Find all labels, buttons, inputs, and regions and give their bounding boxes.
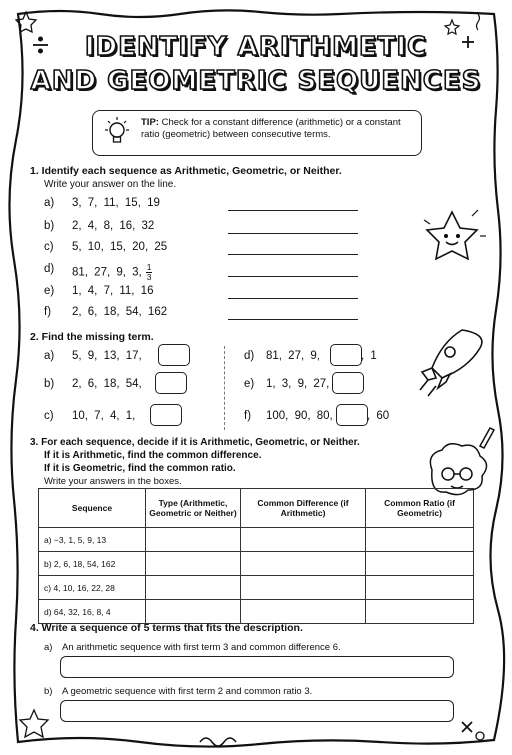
sequence-cell: b) 2, 6, 18, 54, 162 xyxy=(39,552,146,576)
q2-divider xyxy=(224,346,225,430)
sequence-cell: a) −3, 1, 5, 9, 13 xyxy=(39,528,146,552)
q2-letter: a) xyxy=(44,350,55,362)
q1-letter: b) xyxy=(44,220,55,232)
q1-sequence: 1, 4, 7, 11, 16 xyxy=(72,285,154,297)
table-row xyxy=(39,528,474,552)
q1-sequence: 5, 10, 15, 20, 25 xyxy=(72,241,168,253)
q2-letter: b) xyxy=(44,378,55,390)
difference-cell[interactable] xyxy=(241,600,366,624)
ratio-cell[interactable] xyxy=(366,552,474,576)
q1-answer-line[interactable] xyxy=(228,319,358,320)
star-doodle-icon xyxy=(20,710,48,737)
q2-letter: d) xyxy=(244,350,255,362)
ratio-cell[interactable] xyxy=(366,576,474,600)
sequence-cell: c) 4, 10, 16, 22, 28 xyxy=(39,576,146,600)
q4-letter: a) xyxy=(44,642,53,653)
q2-sequence: 1, 3, 9, 27, xyxy=(266,378,330,390)
q1-sequence: 2, 6, 18, 54, 162 xyxy=(72,306,168,318)
type-cell[interactable] xyxy=(146,600,241,624)
q2-letter: e) xyxy=(244,378,255,390)
q1-answer-line[interactable] xyxy=(228,233,358,234)
q1-answer-line[interactable] xyxy=(228,298,358,299)
type-cell[interactable] xyxy=(146,576,241,600)
table-row xyxy=(39,576,474,600)
table-row xyxy=(39,600,474,624)
tip-text xyxy=(141,117,417,141)
q1-answer-line[interactable] xyxy=(228,210,358,211)
q1-letter: a) xyxy=(44,197,55,209)
sequence-cell: d) 64, 32, 16, 8, 4 xyxy=(39,600,146,624)
q4-answer-box[interactable] xyxy=(60,700,454,722)
type-cell[interactable] xyxy=(146,552,241,576)
difference-cell[interactable] xyxy=(241,576,366,600)
page-title-line-2: AND GEOMETRIC SEQUENCES xyxy=(30,66,482,96)
q2-heading: 2. Find the missing term. xyxy=(30,331,154,343)
q2-answer-box[interactable] xyxy=(155,372,187,394)
q3-subheading: If it is Geometric, find the common ratio. xyxy=(44,463,236,474)
tip-body: Check for a constant difference (arithmetic) or a constant ratio (geometric) between consecutive terms. xyxy=(141,117,401,140)
fraction-numerator: 1 xyxy=(146,262,152,272)
page-title-line-1: IDENTIFY ARITHMETIC xyxy=(84,32,428,62)
q2-letter: c) xyxy=(44,410,54,422)
q1-heading: 1. Identify each sequence as Arithmetic, Geometric, or Neither. xyxy=(30,165,342,177)
type-cell[interactable] xyxy=(146,528,241,552)
smiling-star-icon xyxy=(427,212,477,259)
q2-answer-box[interactable] xyxy=(332,372,364,394)
rocket-icon xyxy=(420,330,482,396)
fraction xyxy=(146,263,153,282)
q4-letter: b) xyxy=(44,686,53,697)
q4-description: An arithmetic sequence with first term 3 and common difference 6. xyxy=(62,642,341,653)
q3-table xyxy=(38,488,474,624)
lightbulb-icon xyxy=(101,115,133,149)
q2-sequence: 81, 27, 9, xyxy=(266,350,320,362)
q3-heading: 3. For each sequence, decide if it is Arithmetic, Geometric, or Neither. xyxy=(30,437,360,448)
q1-sequence: 3, 7, 11, 15, 19 xyxy=(72,197,160,209)
column-header: Common Ratio (if Geometric) xyxy=(366,489,474,528)
squiggle-doodle-icon xyxy=(200,738,236,746)
q1-sequence xyxy=(72,263,152,282)
q1-answer-line[interactable] xyxy=(228,254,358,255)
q2-after-text: , 1 xyxy=(361,350,377,362)
q2-after-text: , 60 xyxy=(367,410,390,422)
q1-letter: e) xyxy=(44,285,55,297)
q4-answer-box[interactable] xyxy=(60,656,454,678)
ratio-cell[interactable] xyxy=(366,600,474,624)
q2-sequence: 2, 6, 18, 54, xyxy=(72,378,142,390)
q1-letter: f) xyxy=(44,306,52,318)
q1-sequence: 2, 4, 8, 16, 32 xyxy=(72,220,155,232)
q2-answer-box[interactable] xyxy=(150,404,182,426)
q4-heading: 4. Write a sequence of 5 terms that fits the description. xyxy=(30,622,303,634)
squiggle-doodle-icon xyxy=(477,14,480,30)
column-header: Type (Arithmetic, Geometric or Neither) xyxy=(146,489,241,528)
q1-sequence-text: 81, 27, 9, 3, xyxy=(72,266,142,279)
q4-description: A geometric sequence with first term 2 and common ratio 3. xyxy=(62,686,313,697)
q2-answer-box[interactable] xyxy=(158,344,190,366)
table-header-row xyxy=(39,489,474,528)
ratio-cell[interactable] xyxy=(366,528,474,552)
q2-sequence: 100, 90, 80, xyxy=(266,410,333,422)
column-header: Common Difference (if Arithmetic) xyxy=(241,489,366,528)
q1-letter: c) xyxy=(44,241,54,253)
column-header: Sequence xyxy=(39,489,146,528)
difference-cell[interactable] xyxy=(241,528,366,552)
q1-letter: d) xyxy=(44,263,55,275)
q3-subheading: If it is Arithmetic, find the common difference. xyxy=(44,450,262,461)
brain-with-glasses-icon xyxy=(430,428,494,495)
q2-answer-box[interactable] xyxy=(330,344,362,366)
difference-cell[interactable] xyxy=(241,552,366,576)
fraction-denominator: 3 xyxy=(146,272,152,282)
q1-instruction: Write your answer on the line. xyxy=(44,179,177,190)
q2-sequence: 10, 7, 4, 1, xyxy=(72,410,136,422)
q2-answer-box[interactable] xyxy=(336,404,368,426)
circle-doodle-icon xyxy=(476,732,484,740)
times-sign-icon xyxy=(462,722,472,732)
table-row xyxy=(39,552,474,576)
q3-instruction: Write your answers in the boxes. xyxy=(44,476,182,487)
tip-box xyxy=(92,110,422,156)
tip-label: TIP: xyxy=(141,117,159,128)
q2-sequence: 5, 9, 13, 17, xyxy=(72,350,142,362)
q1-answer-line[interactable] xyxy=(228,276,358,277)
q2-letter: f) xyxy=(244,410,252,422)
